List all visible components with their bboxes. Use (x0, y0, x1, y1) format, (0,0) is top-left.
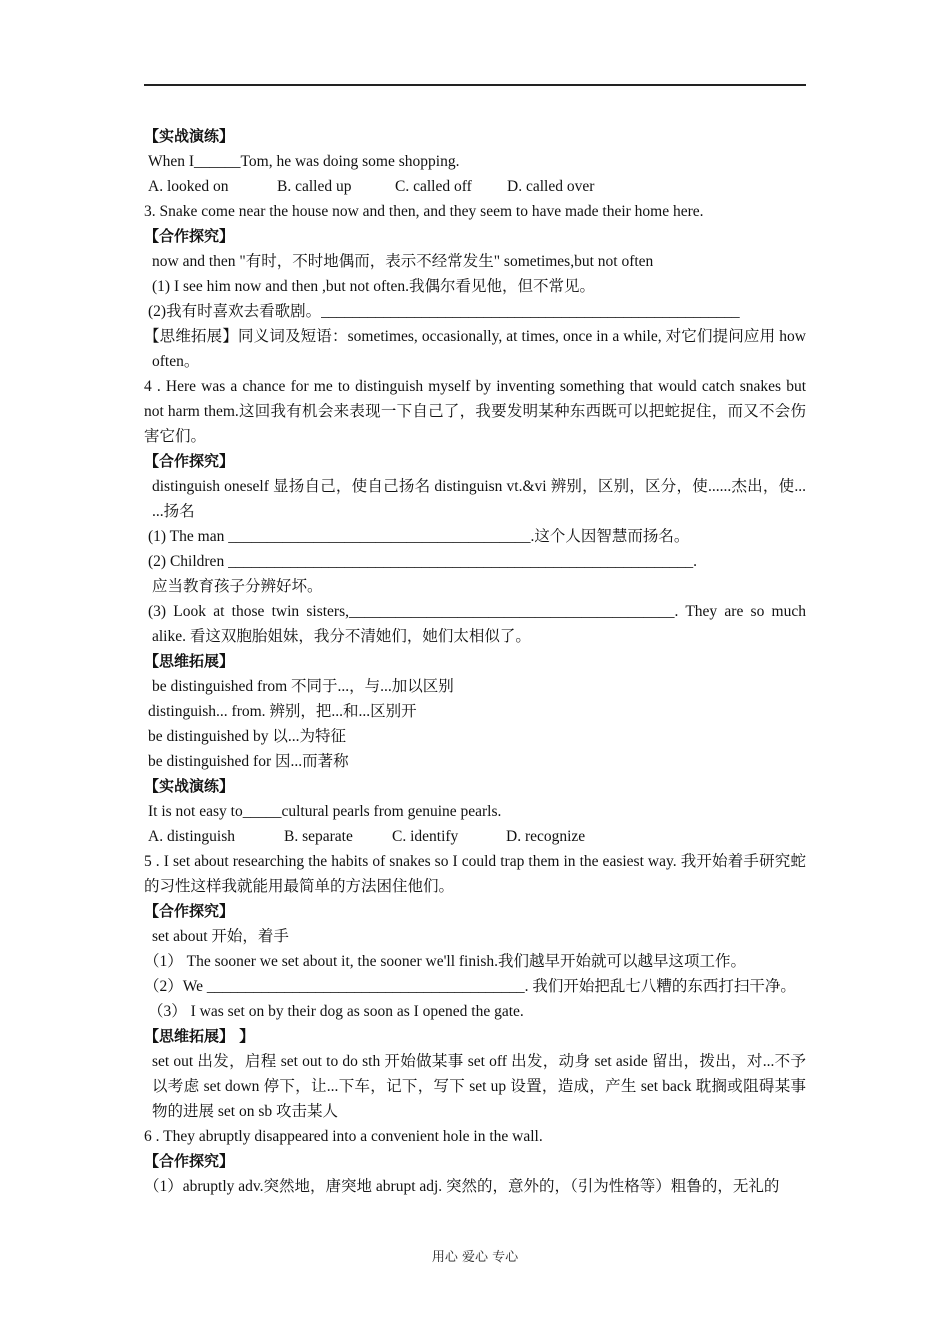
option-c: C. called off (395, 178, 472, 195)
item-sentence: 3. Snake come near the house now and then, and they seem to have made their home here. (144, 203, 704, 220)
section-heading: 【合作探究】 (144, 902, 235, 920)
extension-text: 【思维拓展】同义词及短语：sometimes, occasionally, at times, once in a while, 对它们提问应用 how often。 (144, 328, 806, 370)
option-a: A. distinguish (148, 828, 235, 845)
document-body (144, 124, 806, 1199)
option-b: B. separate (284, 828, 353, 845)
phrase-list: set out 出发，启程 set out to do sth 开始做某事 set off 出发，动身 set aside 留出，拨出，对...不予以考虑 set down 停下，让...下车，记下，写下 set up 设置，造成，产生 set back 耽搁或阻碍某事物的进展 set on sb 攻击某人 (152, 1053, 806, 1120)
example-translation: 应当教育孩子分辨好坏。 (152, 578, 323, 595)
phrase-item: be distinguished from 不同于...，与...加以区别 (152, 678, 454, 695)
example-sentence: （2）We _________________________________________. 我们开始把乱七八糟的东西打扫干净。 (144, 978, 796, 995)
option-d: D. recognize (506, 828, 586, 845)
explanation-text: distinguish oneself 显扬自己，使自己扬名 distinguisn vt.&vi 辨别，区别，区分，使......杰出，使... ...扬名 (152, 478, 806, 520)
section-heading: 【思维拓展】 】 (144, 1027, 255, 1045)
phrase-item: be distinguished by 以...为特征 (148, 728, 347, 745)
item-sentence: 6 . They abruptly disappeared into a convenient hole in the wall. (144, 1128, 543, 1145)
exercise-options (144, 824, 806, 849)
exercise-question: It is not easy to_____cultural pearls from genuine pearls. (148, 803, 502, 820)
example-sentence: （3） I was set on by their dog as soon as I opened the gate. (148, 1003, 524, 1020)
example-sentence: (2)我有时喜欢去看歌剧。______________________________________________________ (148, 303, 740, 320)
example-sentence: (3) Look at those twin sisters,__________________________________________. They are so much alike. 看这双胞胎姐妹，我分不清她们，她们太相似了。 (148, 603, 806, 645)
explanation-text: now and then "有时，不时地偶而，表示不经常发生" sometimes,but not often (152, 253, 654, 270)
example-sentence: （1） The sooner we set about it, the sooner we'll finish.我们越早开始就可以越早这项工作。 (144, 953, 747, 970)
section-heading: 【合作探究】 (144, 452, 235, 470)
phrase-item: distinguish... from. 辨别，把...和...区别开 (148, 703, 417, 720)
section-heading: 【实战演练】 (144, 127, 235, 145)
option-c: C. identify (392, 828, 459, 845)
section-heading: 【合作探究】 (144, 1152, 235, 1170)
explanation-text: set about 开始，着手 (152, 928, 289, 945)
explanation-text: （1）abruptly adv.突然地，唐突地 abrupt adj. 突然的，意外的，（引为性格等）粗鲁的，无礼的 (144, 1178, 780, 1195)
option-a: A. looked on (148, 178, 229, 195)
exercise-options (144, 174, 806, 199)
page-footer: 用心 爱心 专心 (431, 1250, 519, 1265)
section-heading: 【合作探究】 (144, 227, 235, 245)
exercise-question: When I______Tom, he was doing some shopping. (148, 153, 460, 170)
example-sentence: (2) Children ____________________________________________________________. (148, 553, 697, 570)
section-heading: 【实战演练】 (144, 777, 235, 795)
item-sentence: 5 . I set about researching the habits of snakes so I could trap them in the easiest way. 我开始着手研究蛇的习性这样我就能用最简单的方法困住他们。 (144, 853, 806, 895)
section-heading: 【思维拓展】 (144, 652, 235, 670)
phrase-item: be distinguished for 因...而著称 (148, 753, 349, 770)
option-b: B. called up (277, 178, 352, 195)
example-sentence: (1) I see him now and then ,but not often.我偶尔看见他，但不常见。 (152, 278, 595, 295)
option-d: D. called over (507, 178, 595, 195)
header-rule (144, 84, 806, 86)
example-sentence: (1) The man _______________________________________.这个人因智慧而扬名。 (148, 528, 690, 545)
item-sentence: 4 . Here was a chance for me to distinguish myself by inventing something that would catch snakes but not harm them.这回我有机会来表现一下自己了，我要发明某种东西既可以把蛇捉住，而又不会伤害它们。 (144, 378, 806, 445)
